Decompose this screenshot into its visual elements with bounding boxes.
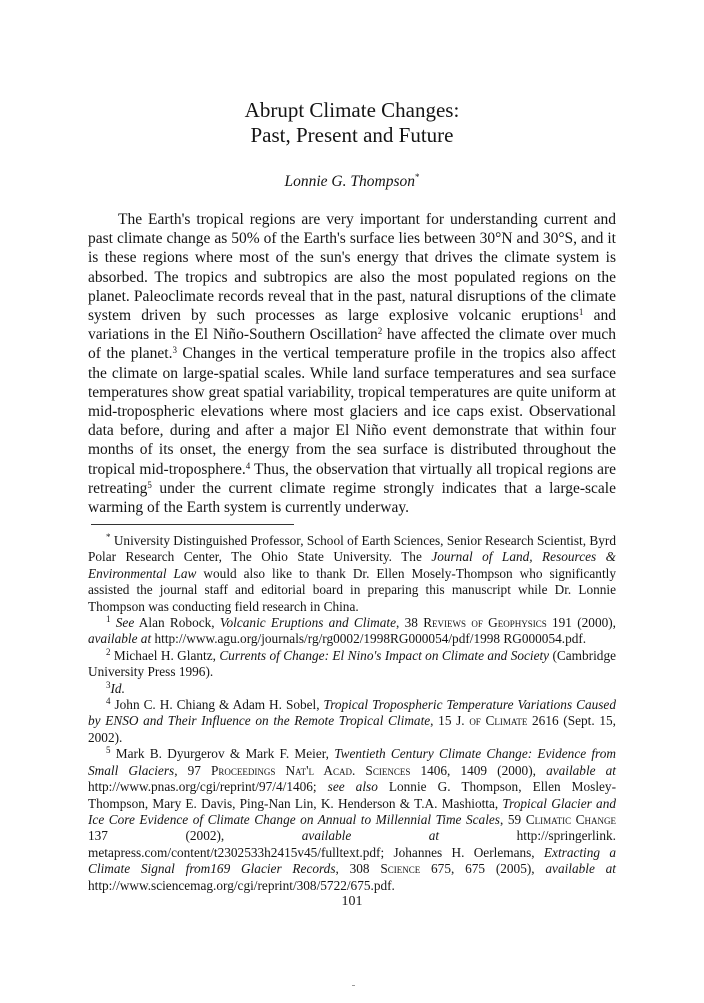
footnote-4 [88, 697, 616, 746]
body-text-segment: Changes in the vertical temperature profile in the tropics also affect the climate on large-spatial scales. While land surface temperatures and sea surface temperatures show great spatial variability, tropical temperatures are quite uniform at mid-tropospheric elevations where most glaciers and ice caps exist. Observational data before, during and after a major El Niño event demonstrate that within four months of its onset, the energy from the sea surface is distributed throughout the tropical mid-troposphere. [88, 345, 616, 478]
body-paragraph [88, 210, 616, 517]
footnote-text: , 308 [335, 861, 381, 877]
footnote-text: Science [380, 861, 421, 877]
footnote-3 [88, 681, 616, 697]
footnote-text: available at [88, 631, 152, 647]
footnote-text: http://www.sciencemag.org/cgi/reprint/308/5722/675.pdf. [88, 877, 395, 893]
body-text-segment: under the current climate regime strongly indicates that a large-scale warming of the Earth system is currently underway. [88, 479, 616, 517]
footnote-text: Mark B. Dyurgerov & Mark F. Meier, [110, 746, 335, 762]
footnote-text: http://www.agu.org/journals/rg/rg0002/1998RG000054/pdf/1998 RG000054.pdf. [151, 631, 587, 647]
footnote-ref-3: 3 [172, 345, 177, 356]
footnote-text: , 59 [499, 811, 526, 827]
footnote-marker: 4 [106, 696, 111, 707]
footnote-text: would also like to thank Dr. Ellen Mosely-Thompson who significantly assisted the journal staff and editorial board in preparing this manuscript while Dr. Lonnie Thompson was conducting field research in China. [88, 565, 616, 614]
body-text-segment: and variations in the El Niño-Southern Oscillation [88, 307, 616, 344]
scan-mark [352, 985, 355, 986]
footnote-text: Reviews of Geophysics [423, 615, 547, 631]
footnote-ref-2: 2 [377, 326, 383, 337]
footnote-text: Extracting a Climate Signal from169 Glacier Records [88, 844, 616, 877]
footnote-text: Id. [110, 680, 125, 696]
body-text-segment: have affected the climate over much of the planet. [88, 326, 616, 363]
footnote-text: Climatic Change [525, 811, 617, 827]
body-text-segment: Thus, the observation that virtually all tropical regions are retreating [88, 460, 616, 497]
footnote-ref-4: 4 [245, 460, 251, 471]
footnote-ref-5: 5 [147, 479, 152, 490]
footnote-text: , 97 [174, 762, 212, 778]
footnote-5 [88, 746, 616, 894]
footnote-marker: * [106, 532, 111, 542]
footnote-text: (Cambridge University Press 1996). [88, 647, 616, 680]
footnote-text: available at [545, 861, 616, 877]
footnote-2 [88, 648, 616, 681]
footnote-text: 2616 (Sept. 15, 2002). [88, 713, 616, 745]
footnote-text: Currents of Change: El Nino's Impact on Climate and Society [219, 647, 550, 663]
page-number: 101 [341, 894, 363, 909]
body-text-segment: The Earth's tropical regions are very important for understanding current and past climate change as 50% of the Earth's surface lies between 30°N and 30°S, and it is these regions where most of the sun's energy that drives the climate system is absorbed. The tropics and subtropics are also the most populated regions on the planet. Paleoclimate records reveal that in the past, natural disruptions of the climate system driven by such processes as large explosive volcanic eruptions [88, 211, 616, 325]
article-title [0, 98, 704, 148]
footnote-text: John C. H. Chiang & Adam H. Sobel, [110, 697, 324, 713]
footnote-text: Volcanic Eruptions and Climate [219, 615, 396, 631]
footnote-text: See [115, 615, 135, 631]
footnote-text: Journal of Land, Resources & Environmental Law [88, 549, 616, 581]
footnote-text: 1406, 1409 (2000), [410, 762, 547, 778]
footnote-1 [88, 615, 616, 648]
footnote-text: Michael H. Glantz, [110, 647, 220, 663]
footnote-text: Alan Robock, [134, 615, 220, 631]
author-footnote-marker: * [414, 172, 420, 182]
title-line-2: Past, Present and Future [250, 123, 454, 147]
footnote-text: of Climate [469, 713, 528, 729]
footnote-marker: 5 [106, 745, 111, 756]
footnote-text: University Distinguished Professor, School of Earth Sciences, Senior Research Scientist, Byrd Polar Research Center, The Ohio State University. The [88, 533, 616, 565]
title-line-1: Abrupt Climate Changes: [244, 98, 460, 122]
footnote-marker: 2 [106, 646, 111, 657]
footnote-text: 675, 675 (2005), [420, 861, 546, 877]
footnote-text: , 38 [396, 615, 424, 631]
footnote-marker: 1 [106, 614, 111, 625]
footnote-text: http://www.pnas.org/cgi/reprint/97/4/1406; [88, 779, 328, 795]
footnote-text: Tropical Tropospheric Temperature Variations Caused by ENSO and Their Influence on the Remote Tropical Climate [88, 697, 616, 729]
footnote-text: http://springerlink. metapress.com/content/t2302533h2415v45/fulltext.pdf; Johannes H. Oerlemans, [88, 828, 616, 860]
footnote-text: available at [301, 828, 440, 844]
footnote-text: Twentieth Century Climate Change: Evidence from Small Glaciers [88, 746, 616, 778]
footnote-text: Tropical Glacier and Ice Core Evidence of Climate Change on Annual to Millennial Time Scales [88, 795, 616, 827]
footnote-ref-1: 1 [578, 307, 584, 318]
author-name: Lonnie G. Thompson [284, 173, 415, 190]
footnotes [88, 533, 616, 894]
footnote-text: , 15 J. [430, 713, 470, 729]
footnote-marker: 3 [106, 679, 111, 690]
footnote-separator [91, 524, 294, 525]
footnote-text: 137 (2002), [88, 828, 302, 844]
footnote-text: 191 (2000), [546, 615, 617, 631]
footnote-text: see also [327, 779, 378, 795]
footnote-text: Lonnie G. Thompson, Ellen Mosley-Thompson, Mary E. Davis, Ping-Nan Lin, K. Henderson & T.A. Mashiotta, [88, 779, 616, 811]
footnote-text: Proceedings Nat'l Acad. Sciences [211, 762, 411, 778]
author-byline [0, 172, 704, 191]
footnote-star [88, 533, 616, 615]
footnote-text: available at [546, 762, 616, 778]
